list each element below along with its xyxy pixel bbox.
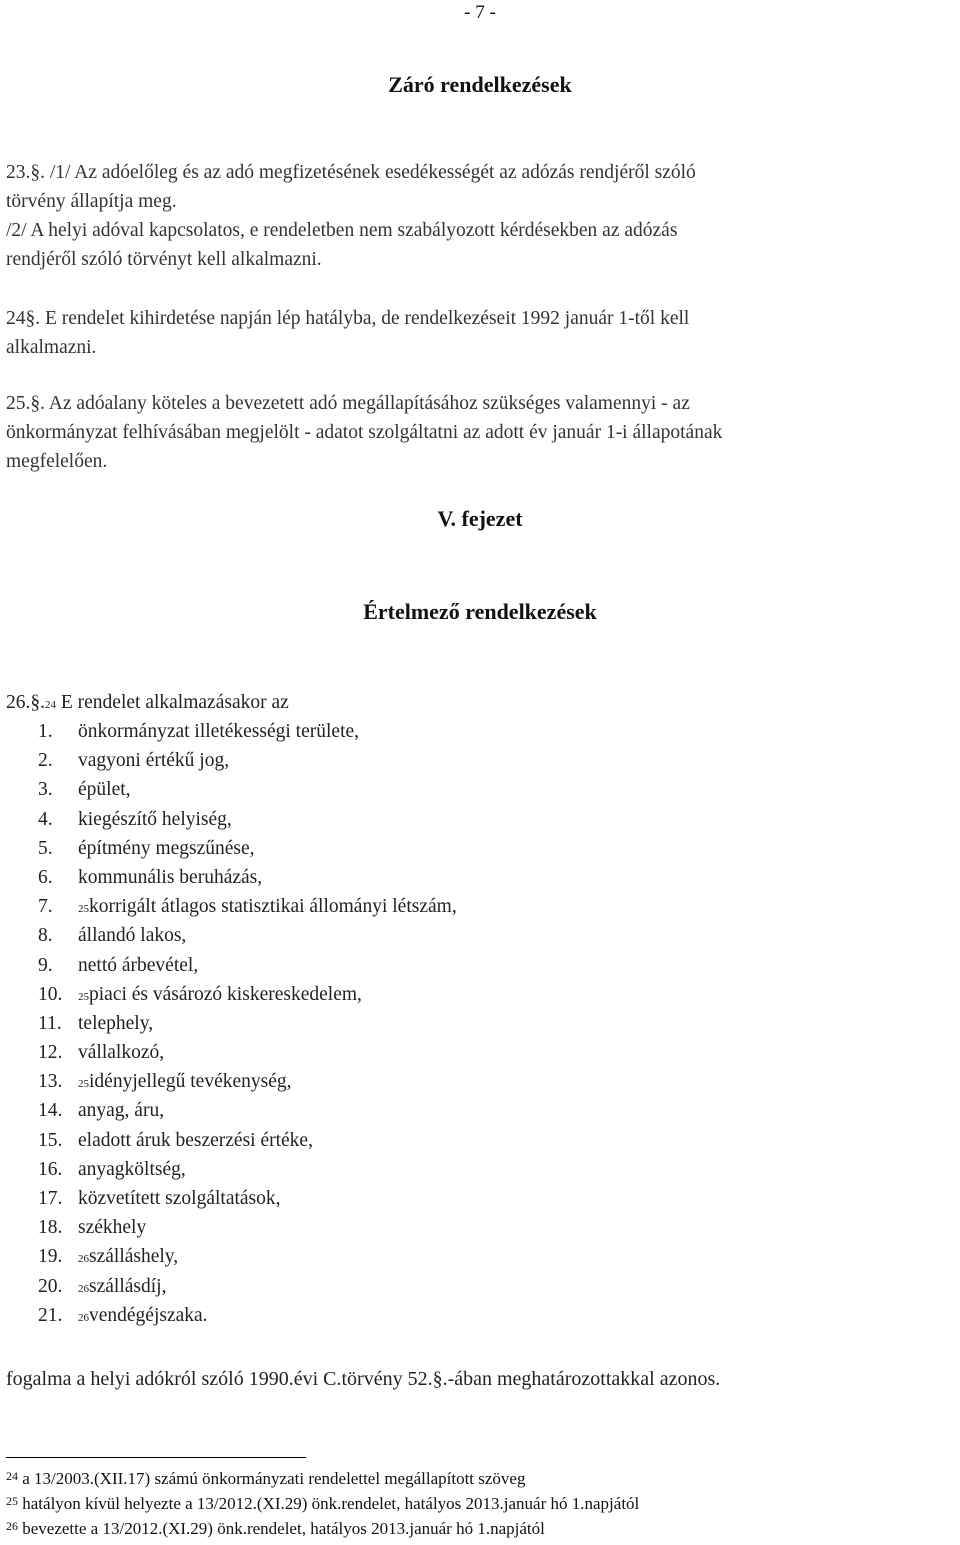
list-item bbox=[6, 1301, 457, 1330]
footnote-number: 25 bbox=[6, 1494, 18, 1508]
list-item bbox=[6, 1067, 457, 1096]
footnote-text: a 13/2003.(XII.17) számú önkormányzati rendelettel megállapított szöveg bbox=[22, 1469, 526, 1488]
list-item-text: piaci és vásározó kiskereskedelem, bbox=[89, 983, 362, 1005]
definitions-list bbox=[6, 688, 457, 1330]
list-item-text: épület, bbox=[78, 779, 131, 801]
list-item bbox=[6, 834, 457, 863]
list-item-text: nettó árbevétel, bbox=[78, 954, 199, 976]
list-item bbox=[6, 863, 457, 892]
list-item-text: vagyoni értékű jog, bbox=[78, 750, 230, 772]
footnote-text: hatályon kívül helyezte a 13/2012.(XI.29) önk.rendelet, hatályos 2013.január hó 1.napjától bbox=[22, 1494, 640, 1513]
list-item-number: 8. bbox=[38, 925, 53, 947]
paragraph-23-line-2: törvény állapítja meg. bbox=[6, 191, 177, 212]
list-item-number: 4. bbox=[38, 808, 53, 830]
list-item-number: 11. bbox=[38, 1012, 62, 1034]
list-item-number: 5. bbox=[38, 837, 53, 859]
section-heading-closing: Záró rendelkezések bbox=[388, 72, 572, 97]
list-item-number: 13. bbox=[38, 1071, 63, 1093]
list-item-text: telephely, bbox=[78, 1012, 154, 1034]
paragraph-23 bbox=[6, 158, 955, 274]
chapter-heading: V. fejezet bbox=[437, 506, 523, 531]
footnote-25 bbox=[6, 1491, 639, 1516]
paragraph-23-line-3: /2/ A helyi adóval kapcsolatos, e rendeletben nem szabályozott kérdésekben az adózás bbox=[6, 220, 678, 241]
list-intro-prefix: 26.§. bbox=[6, 692, 45, 713]
list-item-number: 20. bbox=[38, 1275, 63, 1297]
list-item bbox=[6, 1184, 457, 1213]
list-item-text: kiegészítő helyiség, bbox=[78, 808, 232, 830]
list-item-text: idényjellegű tevékenység, bbox=[89, 1071, 292, 1093]
list-item bbox=[6, 1126, 457, 1155]
footnote-number: 24 bbox=[6, 1469, 18, 1483]
closing-sentence: fogalma a helyi adókról szóló 1990.évi C.törvény 52.§.-ában meghatározottakkal azonos. bbox=[6, 1368, 721, 1390]
list-item-text: állandó lakos, bbox=[78, 925, 187, 947]
list-item bbox=[6, 1213, 457, 1242]
paragraph-23-line-4: rendjéről szóló törvényt kell alkalmazni. bbox=[6, 249, 322, 270]
list-item-number: 6. bbox=[38, 866, 53, 888]
list-item-number: 16. bbox=[38, 1158, 63, 1180]
footnote-number: 26 bbox=[6, 1519, 18, 1533]
list-item bbox=[6, 775, 457, 804]
list-item bbox=[6, 1272, 457, 1301]
list-item bbox=[6, 892, 457, 921]
list-item bbox=[6, 951, 457, 980]
list-intro-text: E rendelet alkalmazásakor az bbox=[56, 692, 289, 713]
list-item-text: vállalkozó, bbox=[78, 1042, 165, 1064]
list-item-number: 2. bbox=[38, 750, 53, 772]
footnote-ref: 25 bbox=[78, 990, 89, 1003]
footnote-ref: 24 bbox=[45, 699, 56, 711]
footnote-ref: 26 bbox=[78, 1282, 89, 1295]
paragraph-25-line-3: megfelelően. bbox=[6, 451, 108, 472]
list-item-text: anyagköltség, bbox=[78, 1158, 186, 1180]
list-item-text: vendégéjszaka. bbox=[89, 1304, 208, 1326]
list-item-text: szállásdíj, bbox=[89, 1275, 167, 1297]
list-item bbox=[6, 980, 457, 1009]
paragraph-24 bbox=[6, 304, 955, 362]
list-item bbox=[6, 1155, 457, 1184]
section-heading-definitions: Értelmező rendelkezések bbox=[363, 599, 597, 624]
list-item-text: önkormányzat illetékességi területe, bbox=[78, 721, 360, 742]
list-item bbox=[6, 1096, 457, 1125]
footnote-ref: 26 bbox=[78, 1311, 89, 1324]
footnote-ref: 26 bbox=[78, 1253, 89, 1266]
page-number: - 7 - bbox=[464, 2, 496, 23]
list-item-text: korrigált átlagos statisztikai állományi létszám, bbox=[89, 896, 457, 918]
paragraph-23-line-1: 23.§. /1/ Az adóelőleg és az adó megfizetésének esedékességét az adózás rendjéről szóló bbox=[6, 162, 696, 183]
list-item-number: 17. bbox=[38, 1188, 63, 1209]
paragraph-24-line-1: 24§. E rendelet kihirdetése napján lép hatályba, de rendelkezéseit 1992 január 1-től kell bbox=[6, 308, 690, 329]
list-item bbox=[6, 717, 457, 746]
list-item-number: 12. bbox=[38, 1042, 63, 1064]
footnote-text: bevezette a 13/2012.(XI.29) önk.rendelet, hatályos 2013.január hó 1.napjától bbox=[22, 1519, 545, 1538]
footnote-ref: 25 bbox=[78, 1078, 89, 1091]
footnotes bbox=[6, 1466, 639, 1541]
list-item-number: 14. bbox=[38, 1100, 63, 1122]
list-item-text: eladott áruk beszerzési értéke, bbox=[78, 1129, 313, 1151]
paragraph-24-line-2: alkalmazni. bbox=[6, 337, 97, 358]
paragraph-25 bbox=[6, 389, 955, 476]
paragraph-25-line-2: önkormányzat felhívásában megjelölt - adatot szolgáltatni az adott év január 1-i állapotának bbox=[6, 422, 723, 443]
list-item-number: 15. bbox=[38, 1129, 63, 1151]
list-item-number: 18. bbox=[38, 1217, 63, 1239]
list-item-text: anyag, áru, bbox=[78, 1100, 165, 1122]
list-item-number: 21. bbox=[38, 1304, 63, 1326]
list-item-number: 19. bbox=[38, 1246, 63, 1268]
list-item bbox=[6, 921, 457, 950]
list-item-text: kommunális beruházás, bbox=[78, 866, 263, 888]
paragraph-25-line-1: 25.§. Az adóalany köteles a bevezetett adó megállapításához szükséges valamennyi - az bbox=[6, 393, 690, 414]
footnote-26 bbox=[6, 1516, 639, 1541]
list-item-text: építmény megszűnése, bbox=[78, 837, 255, 859]
list-intro bbox=[6, 688, 457, 717]
footnote-ref: 25 bbox=[78, 903, 89, 916]
list-item-number: 1. bbox=[38, 721, 53, 742]
list-item-number: 7. bbox=[38, 896, 53, 918]
footnote-24 bbox=[6, 1466, 639, 1491]
list-item-text: székhely bbox=[78, 1217, 147, 1239]
list-item bbox=[6, 805, 457, 834]
list-item bbox=[6, 1009, 457, 1038]
list-item bbox=[6, 1038, 457, 1067]
list-item-text: szálláshely, bbox=[89, 1246, 179, 1268]
list-item-number: 9. bbox=[38, 954, 53, 976]
list-item bbox=[6, 746, 457, 775]
list-item-number: 10. bbox=[38, 983, 63, 1005]
list-item bbox=[6, 1242, 457, 1271]
footnote-divider bbox=[6, 1457, 306, 1458]
list-item-number: 3. bbox=[38, 779, 53, 801]
list-item-text: közvetített szolgáltatások, bbox=[78, 1188, 281, 1209]
